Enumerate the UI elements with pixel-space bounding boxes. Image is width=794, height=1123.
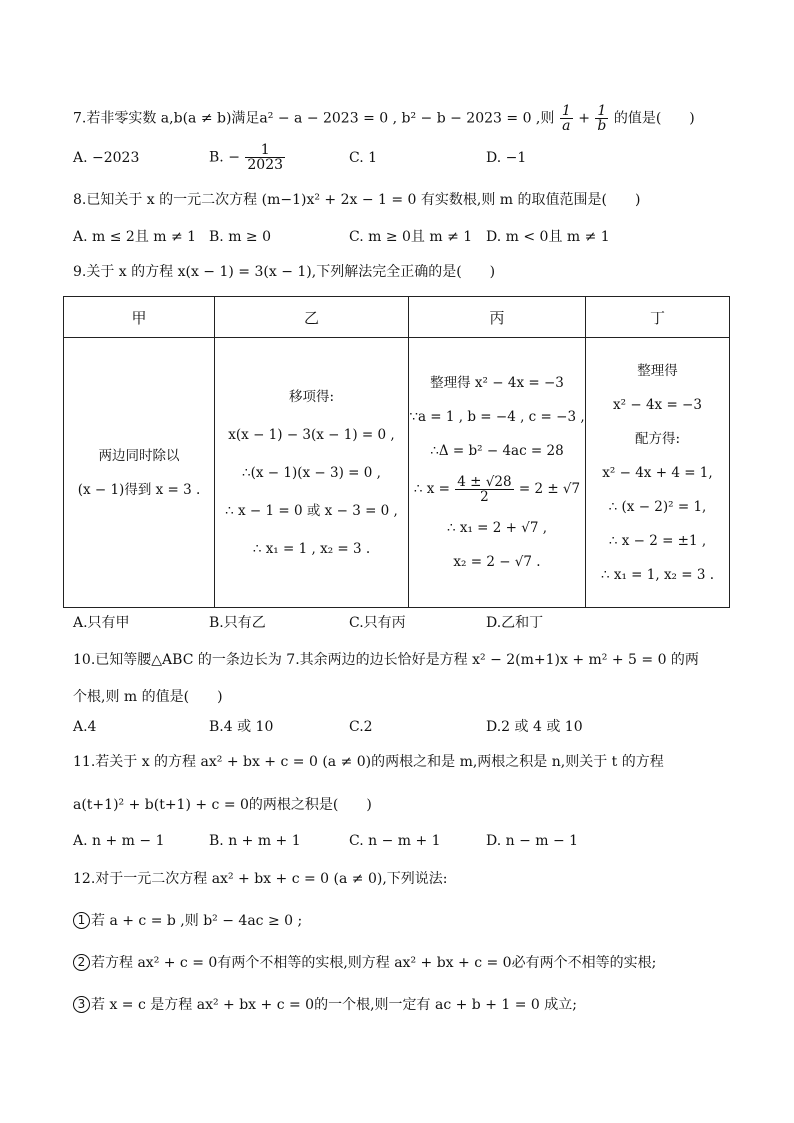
- q7-option-a: A. −2023: [73, 150, 140, 166]
- yi-line-3: ∴(x − 1)(x − 3) = 0 ,: [242, 464, 381, 481]
- q8-option-a: A. m ≤ 2且 m ≠ 1: [73, 229, 197, 245]
- yi-line-5: ∴ x₁ = 1 , x₂ = 3 .: [252, 540, 371, 557]
- circled-number-3-icon: 3: [73, 996, 90, 1013]
- question-10-stem-line-2: 个根,则 m 的值是( ): [73, 689, 223, 705]
- header-ding: 丁: [586, 297, 730, 338]
- q8-option-d: D. m < 0且 m ≠ 1: [486, 229, 610, 245]
- question-7-text: 7.若非零实数 a,b(a ≠ b)满足a² − a − 2023 = 0 , b² − b − 2023 = 0 ,则: [73, 110, 555, 127]
- q9-option-a: A.只有甲: [73, 615, 130, 631]
- question-7-tail: 的值是( ): [613, 110, 695, 127]
- solution-table-header-row: [64, 297, 730, 338]
- solution-table-body-row: [64, 338, 730, 608]
- solution-table: [63, 296, 730, 608]
- bing-line-3: ∴Δ = b² − 4ac = 28: [430, 443, 564, 459]
- header-yi: 乙: [215, 297, 409, 338]
- bing-line-2: ∵a = 1 , b = −4 , c = −3 ,: [409, 409, 585, 425]
- fraction-1-over-b: $\frac{1}{b}$: [597, 103, 607, 134]
- header-bing: 丙: [409, 297, 586, 338]
- cell-yi: [215, 338, 409, 608]
- q10-option-a: A.4: [73, 719, 97, 735]
- q7-option-d: D. −1: [486, 150, 527, 166]
- ding-line-7: ∴ x₁ = 1, x₂ = 3 .: [600, 566, 715, 583]
- q11-option-a: A. n + m − 1: [73, 833, 165, 849]
- q8-option-c: C. m ≥ 0且 m ≠ 1: [349, 229, 473, 245]
- q9-option-d: D.乙和丁: [486, 615, 544, 631]
- question-12-stem: 12.对于一元二次方程 ax² + bx + c = 0 (a ≠ 0),下列说法:: [73, 871, 448, 887]
- q12-statement-2: 2 若方程 ax² + c = 0有两个不相等的实根,则方程 ax² + bx + c = 0必有两个不相等的实根;: [73, 953, 656, 973]
- fraction-quadratic-formula: $\frac{4 \pm √28}{2}$: [457, 474, 512, 505]
- bing-line-6: x₂ = 2 − √7 .: [453, 554, 541, 570]
- jia-line-2: (x − 1)得到 x = 3 .: [77, 481, 201, 498]
- fraction-1-over-2023: $\frac{1}{2023}$: [247, 142, 284, 173]
- cell-jia: [64, 338, 215, 608]
- ding-line-1: 整理得: [637, 362, 678, 379]
- yi-line-4: ∴ x − 1 = 0 或 x − 3 = 0 ,: [225, 502, 398, 519]
- q10-option-d: D.2 或 4 或 10: [486, 719, 583, 735]
- q12-statement-1: 1 若 a + c = b ,则 b² − 4ac ≥ 0 ;: [73, 911, 302, 931]
- question-11-stem-line-1: 11.若关于 x 的方程 ax² + bx + c = 0 (a ≠ 0)的两根之和是 m,两根之积是 n,则关于 t 的方程: [73, 754, 664, 770]
- cell-bing: [409, 338, 586, 608]
- ding-line-2: x² − 4x = −3: [613, 396, 702, 413]
- q12-statement-3: 3 若 x = c 是方程 ax² + bx + c = 0的一个根,则一定有 ac + b + 1 = 0 成立;: [73, 995, 577, 1015]
- question-7-stem: 7.若非零实数 a,b(a ≠ b)满足a² − a − 2023 = 0 , b² − b − 2023 = 0 ,则 $\frac{1}{a}$ + $\frac{1}{b}$ 的值是( ): [73, 103, 695, 134]
- q7-option-c: C. 1: [349, 150, 378, 166]
- circled-number-1-icon: 1: [73, 912, 90, 929]
- q9-option-c: C.只有丙: [349, 615, 406, 631]
- q10-option-b: B.4 或 10: [209, 719, 274, 735]
- q9-option-b: B.只有乙: [209, 615, 266, 631]
- question-8-stem: 8.已知关于 x 的一元二次方程 (m−1)x² + 2x − 1 = 0 有实数根,则 m 的取值范围是( ): [73, 192, 641, 208]
- q8-option-b: B. m ≥ 0: [209, 229, 272, 245]
- bing-line-5: ∴ x₁ = 2 + √7 ,: [446, 520, 548, 536]
- q10-option-c: C.2: [349, 719, 373, 735]
- ding-line-4: x² − 4x + 4 = 1,: [602, 464, 713, 481]
- question-10-stem-line-1: 10.已知等腰△ABC 的一条边长为 7.其余两边的边长恰好是方程 x² − 2(m+1)x + m² + 5 = 0 的两: [73, 652, 699, 668]
- circled-number-2-icon: 2: [73, 954, 90, 971]
- ding-line-3: 配方得:: [634, 430, 681, 447]
- question-11-stem-line-2: a(t+1)² + b(t+1) + c = 0的两根之积是( ): [73, 797, 372, 813]
- q7-option-b: B. − $\frac{1}{2023}$: [209, 142, 284, 173]
- q11-option-b: B. n + m + 1: [209, 833, 301, 849]
- yi-line-1: 移项得:: [288, 388, 335, 405]
- yi-line-2: x(x − 1) − 3(x − 1) = 0 ,: [228, 426, 395, 443]
- question-9-stem: 9.关于 x 的方程 x(x − 1) = 3(x − 1),下列解法完全正确的是( ): [73, 264, 496, 280]
- q11-option-c: C. n − m + 1: [349, 833, 441, 849]
- ding-line-6: ∴ x − 2 = ±1 ,: [608, 532, 707, 549]
- header-jia: 甲: [64, 297, 215, 338]
- bing-line-1: 整理得 x² − 4x = −3: [430, 375, 564, 391]
- fraction-1-over-a: $\frac{1}{a}$: [561, 103, 571, 134]
- jia-line-1: 两边同时除以: [98, 447, 180, 464]
- q11-option-d: D. n − m − 1: [486, 833, 579, 849]
- cell-ding: [586, 338, 730, 608]
- bing-line-4: ∴ x = $\frac{4 \pm √28}{2}$ = 2 ± √7: [413, 474, 581, 505]
- ding-line-5: ∴ (x − 2)² = 1,: [608, 498, 707, 515]
